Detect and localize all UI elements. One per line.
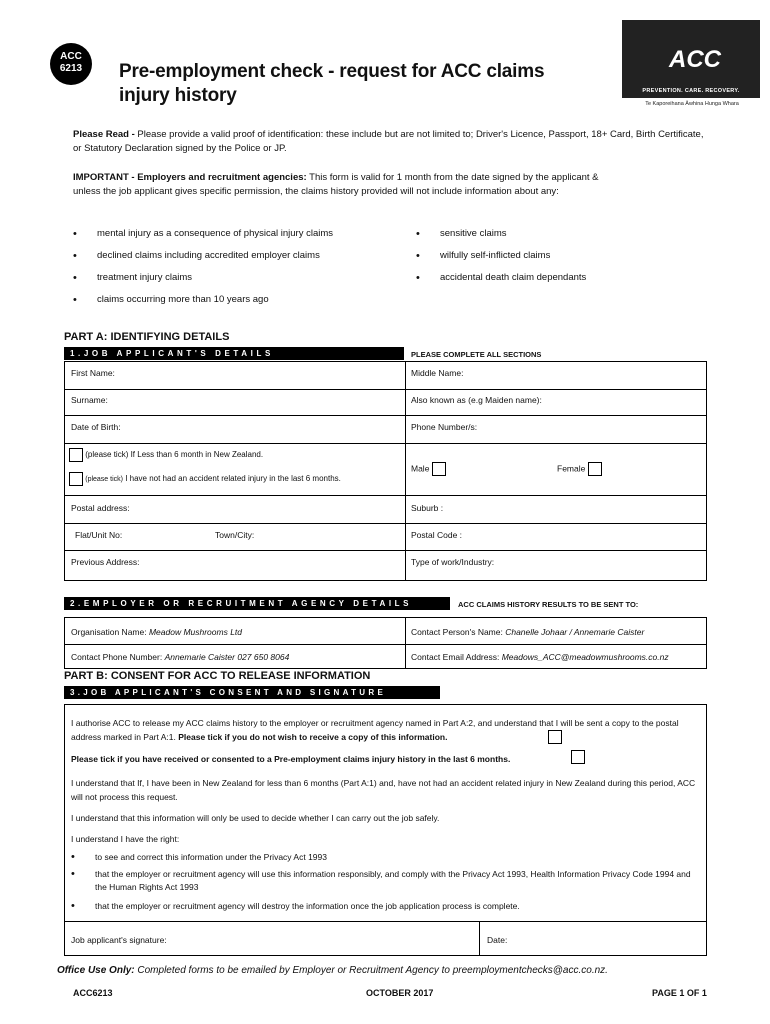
flat-unit-field[interactable]: Flat/Unit No:	[75, 530, 123, 540]
phone-field[interactable]: Phone Number/s:	[411, 422, 478, 432]
dob-field[interactable]: Date of Birth:	[71, 422, 121, 432]
list-item: • claims occurring more than 10 years ago	[73, 293, 413, 315]
nz-understanding-paragraph: I understand that If, I have been in New Zealand for less than 6 months (Part A:1) and, have not had an accident related injury in New Zealand during this period, ACC will not process this request.	[71, 778, 696, 802]
applicant-details-table	[64, 361, 707, 581]
female-option: Female	[557, 462, 602, 476]
part-b-heading: PART B: CONSENT FOR ACC TO RELEASE INFORMATION	[64, 670, 371, 682]
acc-logo-wordmark	[650, 48, 740, 70]
employer-details-table	[64, 617, 707, 669]
list-item: • accidental death claim dependants	[416, 271, 716, 293]
no-accident-checkbox[interactable]	[69, 472, 83, 486]
female-checkbox[interactable]	[588, 462, 602, 476]
list-item: • wilfully self-inflicted claims	[416, 249, 716, 271]
suburb-field[interactable]: Suburb :	[411, 503, 444, 513]
form-date: OCTOBER 2017	[366, 988, 434, 998]
middle-name-field[interactable]: Middle Name:	[411, 368, 464, 378]
list-item: • mental injury as a consequence of physical injury claims	[73, 227, 413, 249]
section3-bar: 3.JOB APPLICANT'S CONSENT AND SIGNATURE	[64, 686, 440, 699]
received-paragraph: Please tick if you have received or consented to a Pre-employment claims injury history in the last 6 months.	[71, 754, 511, 764]
nz-less-6-months-row: (please tick) If Less than 6 month in New Zealand.	[69, 448, 263, 462]
list-item: • that the employer or recruitment agency will use this information responsibly, and comply with the Privacy Act 1993, Health Information Privacy Code 1994 and the Human Rights Act 1993	[71, 868, 701, 900]
male-checkbox[interactable]	[432, 462, 446, 476]
section2-bar: 2.EMPLOYER OR RECRUITMENT AGENCY DETAILS	[64, 597, 450, 610]
list-item: • sensitive claims	[416, 227, 716, 249]
male-option: Male	[411, 462, 446, 476]
nz-less-6-months-checkbox[interactable]	[69, 448, 83, 462]
page-number: PAGE 1 OF 1	[652, 988, 707, 998]
first-name-field[interactable]: First Name:	[71, 368, 115, 378]
logo-tagline: PREVENTION. CARE. RECOVERY.	[642, 88, 740, 94]
exclusions-list-right	[416, 227, 716, 293]
page-title: Pre-employment check - request for ACC claims injury history	[119, 61, 545, 106]
no-copy-checkbox[interactable]	[548, 730, 562, 744]
postal-code-field[interactable]: Postal Code :	[411, 530, 463, 540]
signature-field[interactable]: Job applicant's signature:	[71, 935, 167, 945]
logo-subline: Te Kaporeihana Āwhina Hunga Whara	[645, 101, 739, 107]
important-paragraph: IMPORTANT - Employers and recruitment agencies: This form is valid for 1 month from the date signed by the applicant & unless the job applicant gives specific permission, the claims history provided will not include information about any:	[73, 172, 599, 197]
organisation-name-field[interactable]: Organisation Name: Meadow Mushrooms Ltd	[71, 627, 243, 637]
badge-line2: 6213	[59, 63, 83, 74]
part-a-heading: PART A: IDENTIFYING DETAILS	[64, 331, 230, 343]
surname-field[interactable]: Surname:	[71, 395, 108, 405]
section2-note: ACC CLAIMS HISTORY RESULTS TO BE SENT TO:	[458, 600, 639, 609]
list-item: • that the employer or recruitment agency will destroy the information once the job application process is complete.	[71, 900, 701, 917]
rights-list	[71, 851, 701, 917]
no-accident-row: (please tick) I have not had an accident related injury in the last 6 months.	[69, 472, 341, 486]
exclusions-list-left	[73, 227, 413, 315]
logo-text: ACC	[669, 48, 721, 70]
date-field[interactable]: Date:	[487, 935, 508, 945]
use-understanding-paragraph: I understand that this information will only be used to decide whether I can carry out the job safely.	[71, 813, 440, 823]
authorise-paragraph: I authorise ACC to release my ACC claims history to the employer or recruitment agency named in Part A:2, and understand that I will be sent a copy to the postal address marked in Part A:1. Please tick if you do not wish to receive a copy of this information.	[71, 718, 679, 742]
list-item: • declined claims including accredited employer claims	[73, 249, 413, 271]
town-city-field[interactable]: Town/City:	[215, 530, 255, 540]
also-known-as-field[interactable]: Also known as (e.g Maiden name):	[411, 395, 542, 405]
please-read-paragraph: Please Read - Please provide a valid proof of identification: these include but are not limited to; Driver's Licence, Passport, 18+ Card, Birth Certificate, or Statutory Declaration signed by the Police or JP.	[73, 129, 704, 154]
contact-person-field[interactable]: Contact Person's Name: Chanelle Johaar / Annemarie Caister	[411, 627, 645, 637]
received-checkbox[interactable]	[571, 750, 585, 764]
type-of-work-field[interactable]: Type of work/Industry:	[411, 557, 495, 567]
form-code: ACC6213	[73, 988, 113, 998]
previous-address-field[interactable]: Previous Address:	[71, 557, 140, 567]
section1-bar: 1.JOB APPLICANT'S DETAILS	[64, 347, 404, 360]
contact-phone-field[interactable]: Contact Phone Number: Annemarie Caister 027 650 8064	[71, 652, 290, 662]
section1-note: PLEASE COMPLETE ALL SECTIONS	[411, 350, 542, 359]
rights-intro: I understand I have the right:	[71, 834, 180, 844]
form-number-badge	[50, 43, 92, 85]
badge-line1: ACC	[60, 51, 82, 62]
consent-table	[64, 704, 707, 956]
list-item: • to see and correct this information under the Privacy Act 1993	[71, 851, 701, 868]
contact-email-field[interactable]: Contact Email Address: Meadows_ACC@meadowmushrooms.co.nz	[411, 652, 669, 662]
list-item: • treatment injury claims	[73, 271, 413, 293]
postal-address-field[interactable]: Postal address:	[71, 503, 130, 513]
office-use-note: Office Use Only: Completed forms to be emailed by Employer or Recruitment Agency to preemploymentchecks@acc.co.nz.	[57, 965, 608, 976]
